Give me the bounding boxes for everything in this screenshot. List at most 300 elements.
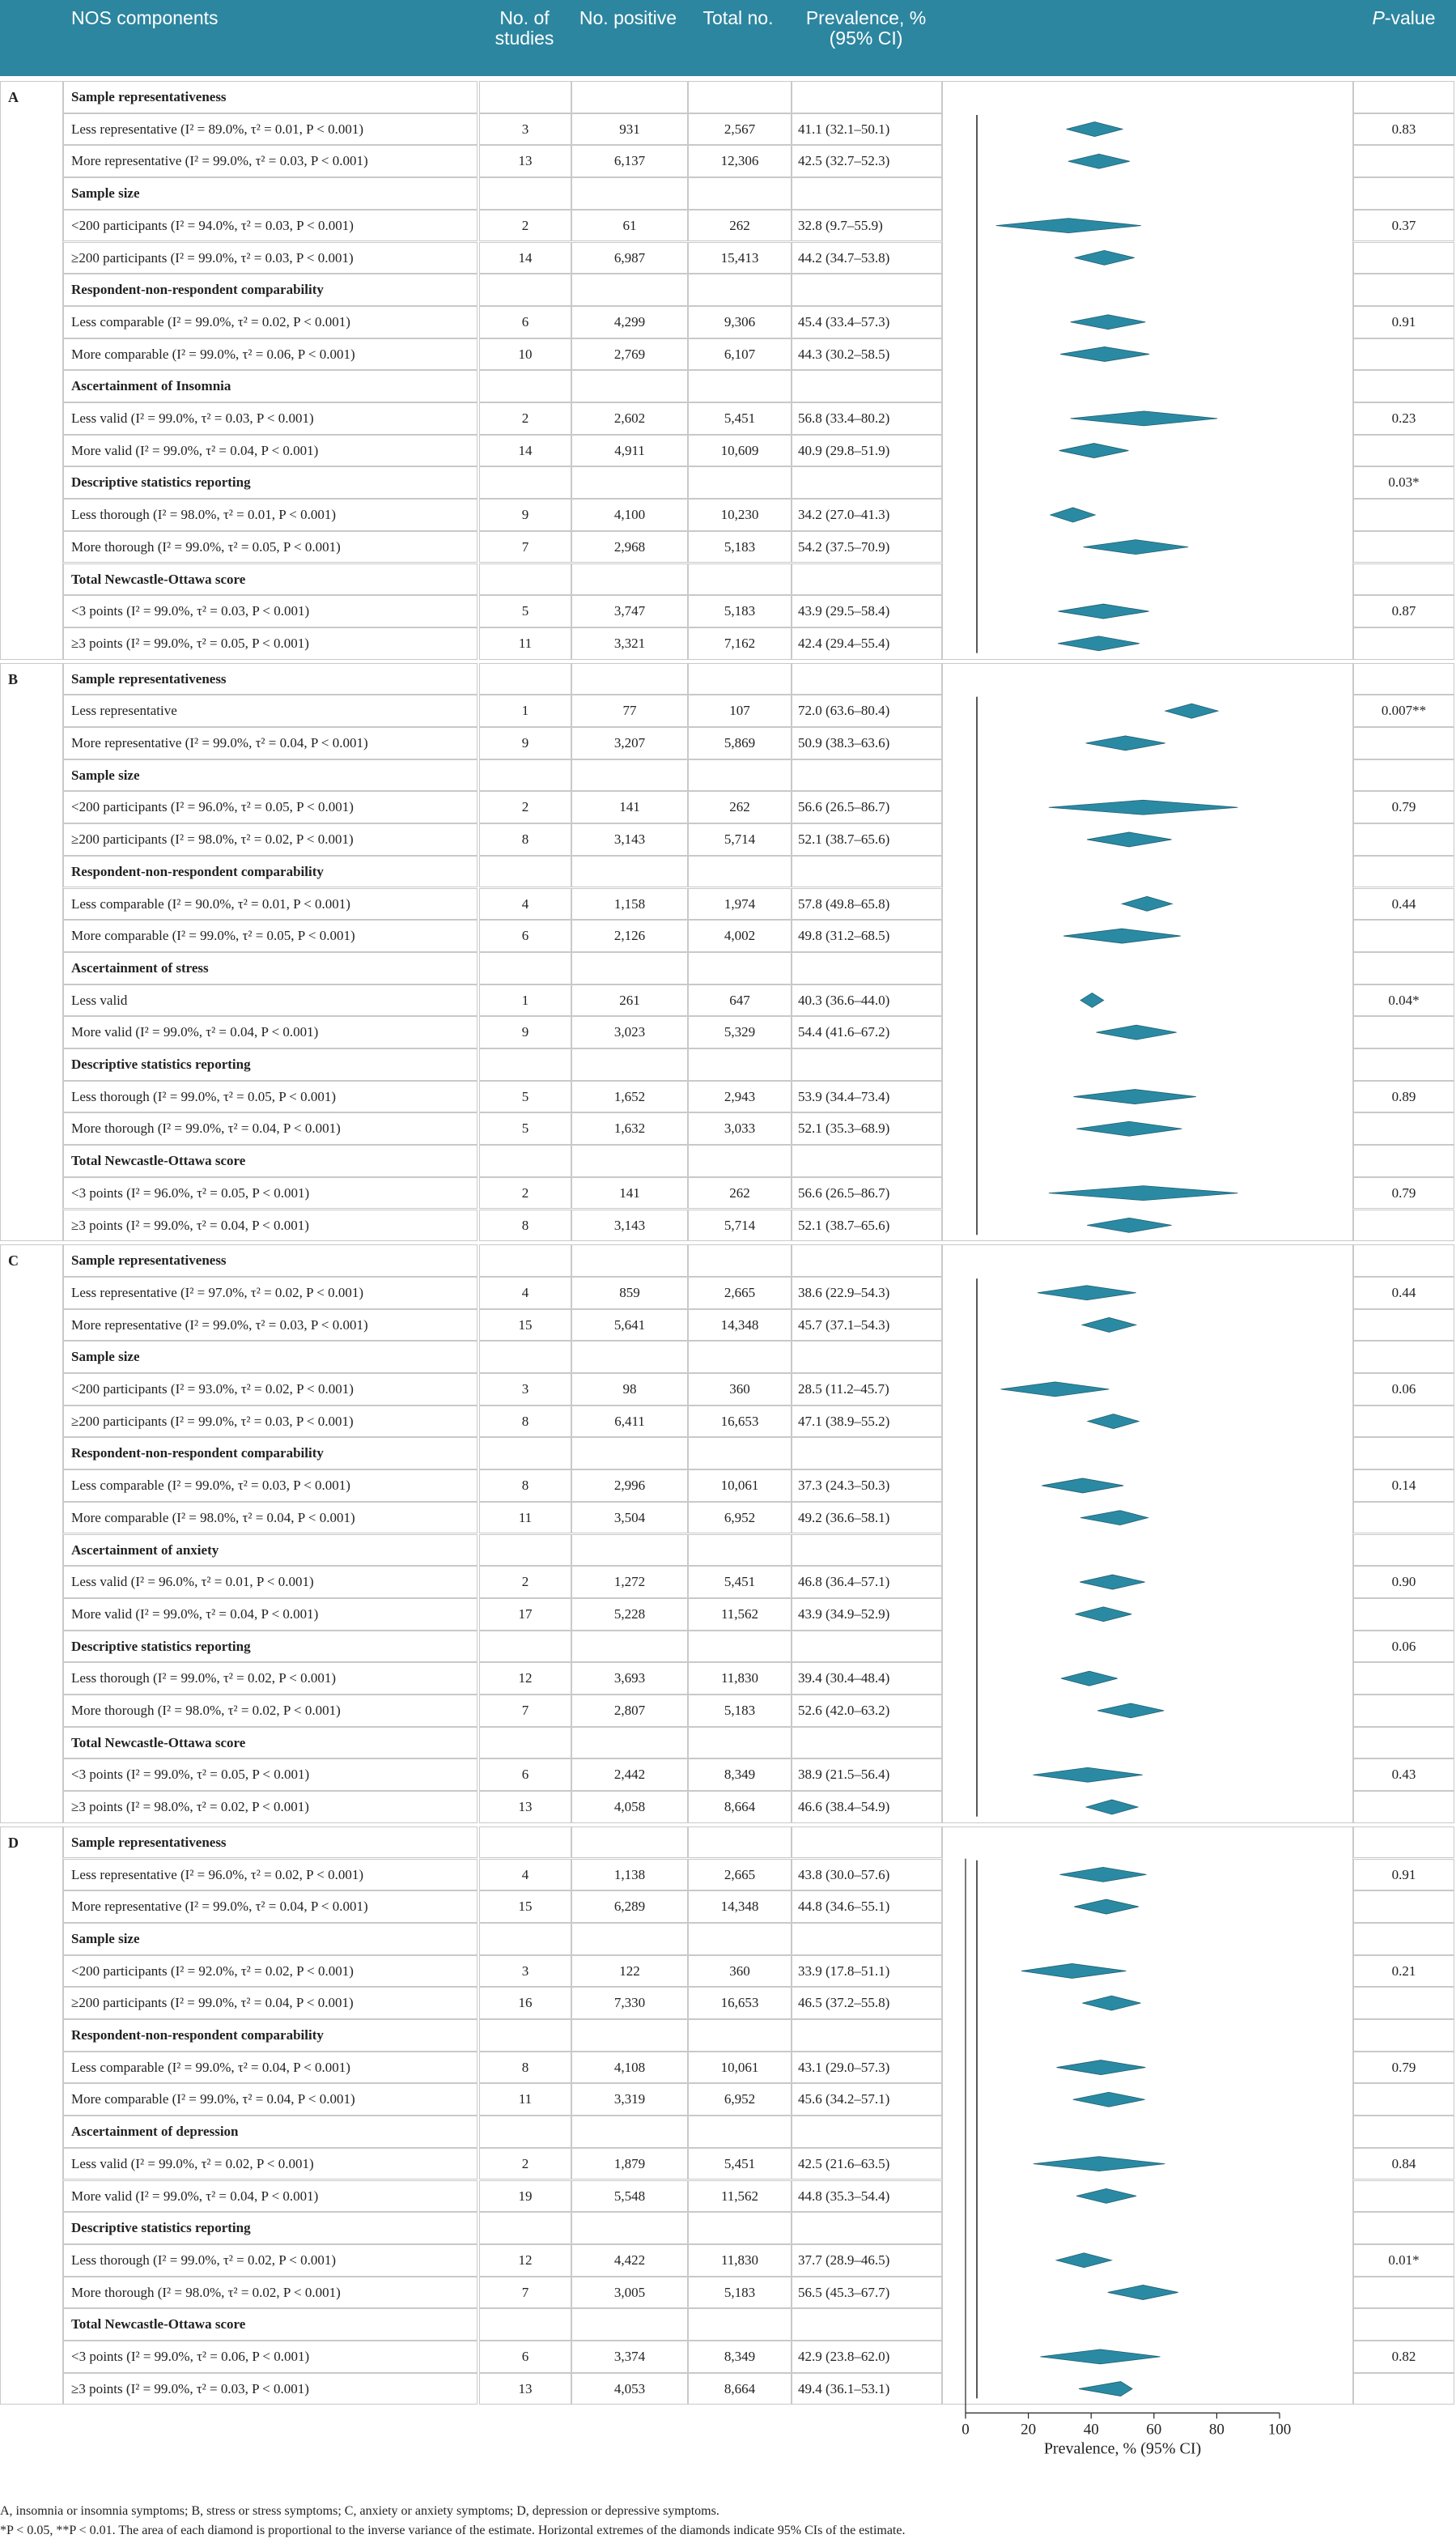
positive-value: 6,137 bbox=[613, 153, 646, 169]
estimate-diamond bbox=[1079, 2382, 1132, 2396]
x-tick-label: 100 bbox=[1267, 2421, 1292, 2439]
row-label-text: ≥3 points bbox=[71, 2380, 123, 2396]
row-pvalue: 0.89 bbox=[1391, 1088, 1416, 1104]
row-heterogeneity-stats: (I² = 96.0%, τ² = 0.01, P < 0.001) bbox=[130, 1574, 314, 1590]
row-heterogeneity-stats: (I² = 98.0%, τ² = 0.02, P < 0.001) bbox=[170, 831, 354, 848]
studies-value: 6 bbox=[521, 313, 529, 330]
positive-value: 5,228 bbox=[613, 1605, 646, 1622]
estimate-diamond bbox=[1108, 2285, 1178, 2299]
group-title: Respondent-non-respondent comparability bbox=[71, 863, 324, 879]
total-value: 5,329 bbox=[724, 1024, 756, 1040]
group-title: Respondent-non-respondent comparability bbox=[71, 2027, 324, 2043]
prevalence-value: 49.8 (31.2–68.5) bbox=[798, 928, 890, 944]
row-heterogeneity-stats: (I² = 99.0%, τ² = 0.04, P < 0.001) bbox=[135, 442, 319, 458]
prevalence-value: 49.4 (36.1–53.1) bbox=[798, 2380, 890, 2396]
studies-value: 15 bbox=[518, 1316, 533, 1333]
row-label-text: Less comparable bbox=[71, 2059, 164, 2075]
row-heterogeneity-stats: (I² = 99.0%, τ² = 0.05, P < 0.001) bbox=[126, 1767, 310, 1783]
row-pvalue: 0.01* bbox=[1388, 2252, 1420, 2268]
prevalence-value: 43.8 (30.0–57.6) bbox=[798, 1866, 890, 1882]
x-tick-label: 0 bbox=[961, 2421, 970, 2439]
prevalence-value: 47.1 (38.9–55.2) bbox=[798, 1413, 890, 1429]
estimate-diamond bbox=[1071, 315, 1146, 330]
row-heterogeneity-stats: (I² = 98.0%, τ² = 0.04, P < 0.001) bbox=[172, 1509, 355, 1525]
prevalence-value: 42.9 (23.8–62.0) bbox=[798, 2349, 890, 2364]
positive-value: 4,299 bbox=[613, 313, 646, 330]
row-heterogeneity-stats: (I² = 99.0%, τ² = 0.04, P < 0.001) bbox=[167, 2059, 350, 2075]
positive-value: 1,158 bbox=[613, 895, 646, 912]
prevalence-value: 52.1 (38.7–65.6) bbox=[798, 831, 890, 848]
group-title: Descriptive statistics reporting bbox=[71, 474, 251, 491]
row-label-text: <200 participants bbox=[71, 799, 168, 815]
studies-value: 2 bbox=[521, 1574, 529, 1590]
prevalence-value: 56.8 (33.4–80.2) bbox=[798, 410, 890, 426]
positive-value: 4,422 bbox=[613, 2252, 646, 2268]
group-title: Respondent-non-respondent comparability bbox=[71, 1445, 324, 1461]
studies-value: 13 bbox=[518, 2380, 533, 2396]
row-label-text: Less comparable bbox=[71, 895, 164, 912]
x-tick-label: 60 bbox=[1146, 2421, 1162, 2439]
studies-value: 9 bbox=[521, 1024, 529, 1040]
total-value: 15,413 bbox=[720, 249, 759, 266]
row-label-text: <3 points bbox=[71, 603, 123, 619]
row-pvalue: 0.84 bbox=[1391, 2155, 1416, 2171]
studies-value: 7 bbox=[521, 2284, 529, 2300]
studies-value: 8 bbox=[521, 1478, 529, 1494]
group-title: Descriptive statistics reporting bbox=[71, 1638, 251, 1654]
group-title: Total Newcastle-Ottawa score bbox=[71, 2316, 246, 2333]
row-heterogeneity-stats: (I² = 98.0%, τ² = 0.02, P < 0.001) bbox=[157, 1703, 341, 1718]
studies-value: 11 bbox=[518, 1509, 533, 1525]
estimate-diamond bbox=[1034, 2157, 1165, 2171]
studies-value: 5 bbox=[521, 1121, 529, 1137]
estimate-diamond bbox=[1042, 1478, 1123, 1493]
studies-value: 14 bbox=[518, 249, 533, 266]
row-heterogeneity-stats: (I² = 99.0%, τ² = 0.03, P < 0.001) bbox=[170, 1413, 354, 1429]
studies-value: 5 bbox=[521, 1088, 529, 1104]
studies-value: 6 bbox=[521, 2349, 529, 2364]
prevalence-value: 41.1 (32.1–50.1) bbox=[798, 121, 890, 137]
prevalence-value: 28.5 (11.2–45.7) bbox=[798, 1381, 889, 1397]
positive-value: 6,289 bbox=[613, 1899, 646, 1915]
row-heterogeneity-stats: (I² = 99.0%, τ² = 0.04, P < 0.001) bbox=[172, 2091, 355, 2107]
row-label-text: Less representative bbox=[71, 121, 177, 137]
row-label-text: More comparable bbox=[71, 2091, 169, 2107]
positive-value: 2,602 bbox=[613, 410, 646, 426]
studies-value: 3 bbox=[521, 1381, 529, 1397]
row-label-text: Less representative bbox=[71, 703, 177, 719]
row-pvalue: 0.37 bbox=[1391, 217, 1416, 233]
estimate-diamond bbox=[1076, 2188, 1136, 2203]
header-components: NOS components bbox=[71, 7, 219, 28]
prevalence-value: 38.9 (21.5–56.4) bbox=[798, 1767, 890, 1783]
total-value: 5,451 bbox=[724, 1574, 756, 1590]
positive-value: 2,996 bbox=[613, 1478, 646, 1494]
total-value: 1,974 bbox=[724, 895, 756, 912]
total-value: 6,952 bbox=[724, 2091, 756, 2107]
row-heterogeneity-stats: (I² = 99.0%, τ² = 0.04, P < 0.001) bbox=[135, 2188, 319, 2204]
row-label-text: ≥3 points bbox=[71, 1799, 123, 1815]
row-heterogeneity-stats: (I² = 97.0%, τ² = 0.02, P < 0.001) bbox=[180, 1284, 364, 1300]
row-label-text: Less valid bbox=[71, 410, 128, 426]
prevalence-value: 46.8 (36.4–57.1) bbox=[798, 1574, 890, 1590]
row-pvalue: 0.91 bbox=[1391, 313, 1416, 330]
row-label-text: More representative bbox=[71, 153, 182, 169]
estimate-diamond bbox=[1075, 250, 1135, 265]
row-heterogeneity-stats: (I² = 96.0%, τ² = 0.05, P < 0.001) bbox=[170, 799, 354, 815]
group-pvalue: 0.03* bbox=[1388, 474, 1420, 491]
header-prevalence: Prevalence, % (95% CI) bbox=[805, 7, 927, 49]
group-title: Descriptive statistics reporting bbox=[71, 2220, 251, 2236]
row-heterogeneity-stats: (I² = 99.0%, τ² = 0.03, P < 0.001) bbox=[167, 1478, 350, 1494]
row-label-text: <3 points bbox=[71, 1184, 123, 1201]
estimate-diamond bbox=[1071, 411, 1218, 426]
group-title: Ascertainment of depression bbox=[71, 2124, 239, 2140]
group-title: Sample representativeness bbox=[71, 670, 227, 687]
x-axis-label: Prevalence, % (95% CI) bbox=[1043, 2439, 1202, 2458]
studies-value: 12 bbox=[518, 1670, 533, 1686]
total-value: 14,348 bbox=[720, 1316, 759, 1333]
studies-value: 11 bbox=[518, 2091, 533, 2107]
prevalence-value: 52.1 (38.7–65.6) bbox=[798, 1217, 890, 1233]
row-pvalue: 0.04* bbox=[1388, 992, 1420, 1008]
prevalence-value: 52.6 (42.0–63.2) bbox=[798, 1703, 890, 1718]
total-value: 11,562 bbox=[720, 1605, 759, 1622]
estimate-diamond bbox=[1033, 1767, 1142, 1782]
prevalence-value: 72.0 (63.6–80.4) bbox=[798, 703, 890, 719]
row-label-text: Less valid bbox=[71, 1574, 128, 1590]
total-value: 10,061 bbox=[720, 1478, 759, 1494]
studies-value: 4 bbox=[521, 895, 529, 912]
positive-value: 1,632 bbox=[613, 1121, 646, 1137]
row-heterogeneity-stats: (I² = 99.0%, τ² = 0.05, P < 0.001) bbox=[172, 928, 355, 944]
estimate-diamond bbox=[1086, 736, 1165, 751]
estimate-diamond bbox=[1082, 1996, 1140, 2010]
row-pvalue: 0.82 bbox=[1391, 2349, 1416, 2364]
row-label-text: Less valid bbox=[71, 2155, 128, 2171]
positive-value: 4,058 bbox=[613, 1799, 646, 1815]
row-pvalue: 0.44 bbox=[1391, 1284, 1416, 1300]
estimate-diamond bbox=[1057, 2060, 1146, 2075]
row-label-text: More representative bbox=[71, 1316, 182, 1333]
positive-value: 141 bbox=[619, 799, 640, 815]
studies-value: 3 bbox=[521, 121, 529, 137]
row-label-text: Less comparable bbox=[71, 1478, 164, 1494]
positive-value: 7,330 bbox=[613, 1995, 646, 2011]
row-pvalue: 0.14 bbox=[1391, 1478, 1416, 1494]
positive-value: 3,023 bbox=[613, 1024, 646, 1040]
total-value: 5,451 bbox=[724, 2155, 756, 2171]
studies-value: 17 bbox=[518, 1605, 533, 1622]
studies-value: 8 bbox=[521, 2059, 529, 2075]
row-pvalue: 0.06 bbox=[1391, 1381, 1416, 1397]
estimate-diamond bbox=[1082, 1317, 1136, 1332]
estimate-diamond bbox=[1087, 832, 1171, 847]
positive-value: 3,319 bbox=[613, 2091, 646, 2107]
positive-value: 3,207 bbox=[613, 735, 646, 751]
row-heterogeneity-stats: (I² = 99.0%, τ² = 0.05, P < 0.001) bbox=[157, 538, 341, 555]
prevalence-value: 37.3 (24.3–50.3) bbox=[798, 1478, 890, 1494]
total-value: 5,183 bbox=[724, 2284, 756, 2300]
total-value: 5,451 bbox=[724, 410, 756, 426]
positive-value: 859 bbox=[619, 1284, 640, 1300]
total-value: 262 bbox=[729, 1184, 750, 1201]
row-label-text: ≥3 points bbox=[71, 1217, 123, 1233]
total-value: 360 bbox=[729, 1381, 750, 1397]
estimate-diamond bbox=[1060, 347, 1149, 361]
total-value: 5,714 bbox=[724, 1217, 756, 1233]
prevalence-value: 56.5 (45.3–67.7) bbox=[798, 2284, 890, 2300]
x-tick-label: 40 bbox=[1083, 2421, 1099, 2439]
row-pvalue: 0.007** bbox=[1381, 703, 1427, 719]
row-pvalue: 0.23 bbox=[1391, 410, 1416, 426]
group-title: Respondent-non-respondent comparability bbox=[71, 282, 324, 298]
estimate-diamond bbox=[1051, 508, 1095, 522]
estimate-diamond bbox=[1122, 896, 1172, 911]
positive-value: 4,053 bbox=[613, 2380, 646, 2396]
prevalence-value: 44.2 (34.7–53.8) bbox=[798, 249, 890, 266]
row-heterogeneity-stats: (I² = 99.0%, τ² = 0.03, P < 0.001) bbox=[125, 2380, 309, 2396]
prevalence-value: 49.2 (36.6–58.1) bbox=[798, 1509, 890, 1525]
row-label-text: Less thorough bbox=[71, 2252, 150, 2268]
positive-value: 2,126 bbox=[613, 928, 646, 944]
group-pvalue: 0.06 bbox=[1391, 1638, 1416, 1654]
row-heterogeneity-stats: (I² = 96.0%, τ² = 0.05, P < 0.001) bbox=[126, 1184, 310, 1201]
studies-value: 13 bbox=[518, 153, 533, 169]
row-label-text: More comparable bbox=[71, 928, 169, 944]
studies-value: 2 bbox=[521, 1184, 529, 1201]
positive-value: 2,968 bbox=[613, 538, 646, 555]
header-pvalue-rest: -value bbox=[1384, 7, 1436, 28]
prevalence-value: 45.6 (34.2–57.1) bbox=[798, 2091, 890, 2107]
row-label-text: Less thorough bbox=[71, 507, 150, 523]
row-pvalue: 0.91 bbox=[1391, 1866, 1416, 1882]
group-title: Ascertainment of anxiety bbox=[71, 1542, 219, 1558]
total-value: 647 bbox=[729, 992, 750, 1008]
prevalence-value: 45.4 (33.4–57.3) bbox=[798, 313, 890, 330]
estimate-diamond bbox=[1076, 1121, 1182, 1136]
row-heterogeneity-stats: (I² = 99.0%, τ² = 0.03, P < 0.001) bbox=[126, 603, 310, 619]
row-label-text: Less representative bbox=[71, 1866, 177, 1882]
footnote-abbreviations: A, insomnia or insomnia symptoms; B, stress or stress symptoms; C, anxiety or anxiety symptoms; D, depression or depressive symptoms. bbox=[0, 2504, 720, 2518]
prevalence-value: 45.7 (37.1–54.3) bbox=[798, 1316, 890, 1333]
prevalence-value: 46.6 (38.4–54.9) bbox=[798, 1799, 890, 1815]
row-heterogeneity-stats: (I² = 99.0%, τ² = 0.03, P < 0.001) bbox=[130, 410, 314, 426]
row-label-text: ≥200 participants bbox=[71, 1995, 168, 2011]
group-title: Sample representativeness bbox=[71, 1834, 227, 1850]
estimate-diamond bbox=[1059, 444, 1129, 458]
row-label-text: More thorough bbox=[71, 1703, 155, 1718]
prevalence-value: 43.9 (34.9–52.9) bbox=[798, 1605, 890, 1622]
studies-value: 10 bbox=[518, 346, 533, 362]
row-heterogeneity-stats: (I² = 99.0%, τ² = 0.02, P < 0.001) bbox=[153, 1670, 337, 1686]
header-pvalue-italic: P bbox=[1372, 7, 1385, 28]
positive-value: 1,138 bbox=[613, 1866, 646, 1882]
row-label-text: <200 participants bbox=[71, 1963, 168, 1979]
estimate-diamond bbox=[1000, 1382, 1109, 1397]
studies-value: 2 bbox=[521, 217, 529, 233]
row-heterogeneity-stats: (I² = 99.0%, τ² = 0.02, P < 0.001) bbox=[167, 313, 350, 330]
estimate-diamond bbox=[1074, 1899, 1139, 1914]
row-label-text: <3 points bbox=[71, 2349, 123, 2364]
row-pvalue: 0.83 bbox=[1391, 121, 1416, 137]
group-title: Total Newcastle-Ottawa score bbox=[71, 1734, 246, 1750]
positive-value: 1,652 bbox=[613, 1088, 646, 1104]
prevalence-value: 54.4 (41.6–67.2) bbox=[798, 1024, 890, 1040]
row-heterogeneity-stats: (I² = 99.0%, τ² = 0.04, P < 0.001) bbox=[185, 735, 368, 751]
panel-letter: A bbox=[8, 89, 19, 105]
row-label-text: More valid bbox=[71, 2188, 133, 2204]
group-title: Sample size bbox=[71, 185, 140, 202]
row-label-text: More comparable bbox=[71, 1509, 169, 1525]
row-label-text: More valid bbox=[71, 442, 133, 458]
estimate-diamond bbox=[1038, 1286, 1136, 1300]
row-pvalue: 0.79 bbox=[1391, 2059, 1416, 2075]
total-value: 262 bbox=[729, 217, 750, 233]
estimate-diamond bbox=[1068, 154, 1130, 168]
studies-value: 12 bbox=[518, 2252, 533, 2268]
row-pvalue: 0.79 bbox=[1391, 799, 1416, 815]
estimate-diamond bbox=[1040, 2350, 1160, 2364]
prevalence-value: 44.3 (30.2–58.5) bbox=[798, 346, 890, 362]
group-title: Sample size bbox=[71, 767, 140, 783]
row-heterogeneity-stats: (I² = 99.0%, τ² = 0.02, P < 0.001) bbox=[130, 2155, 314, 2171]
prevalence-value: 42.5 (32.7–52.3) bbox=[798, 153, 890, 169]
estimate-diamond bbox=[1086, 1800, 1138, 1814]
positive-value: 931 bbox=[619, 121, 640, 137]
positive-value: 3,374 bbox=[613, 2349, 646, 2364]
row-label-text: Less valid bbox=[71, 992, 128, 1008]
row-heterogeneity-stats: (I² = 99.0%, τ² = 0.03, P < 0.001) bbox=[170, 249, 354, 266]
studies-value: 2 bbox=[521, 410, 529, 426]
studies-value: 6 bbox=[521, 928, 529, 944]
positive-value: 122 bbox=[619, 1963, 640, 1979]
total-value: 2,665 bbox=[724, 1284, 756, 1300]
row-heterogeneity-stats: (I² = 99.0%, τ² = 0.04, P < 0.001) bbox=[157, 1121, 341, 1137]
row-heterogeneity-stats: (I² = 92.0%, τ² = 0.02, P < 0.001) bbox=[170, 1963, 354, 1979]
total-value: 360 bbox=[729, 1963, 750, 1979]
row-label-text: More comparable bbox=[71, 346, 169, 362]
row-heterogeneity-stats: (I² = 99.0%, τ² = 0.05, P < 0.001) bbox=[153, 1088, 337, 1104]
estimate-diamond bbox=[1056, 2253, 1111, 2268]
estimate-diamond bbox=[1097, 1703, 1164, 1718]
row-heterogeneity-stats: (I² = 99.0%, τ² = 0.05, P < 0.001) bbox=[125, 635, 309, 651]
studies-value: 11 bbox=[518, 635, 533, 651]
estimate-diamond bbox=[1073, 1090, 1195, 1104]
row-heterogeneity-stats: (I² = 94.0%, τ² = 0.03, P < 0.001) bbox=[170, 217, 354, 233]
positive-value: 98 bbox=[622, 1381, 637, 1397]
row-label-text: ≥200 participants bbox=[71, 831, 168, 848]
prevalence-value: 54.2 (37.5–70.9) bbox=[798, 538, 890, 555]
studies-value: 7 bbox=[521, 538, 529, 555]
row-heterogeneity-stats: (I² = 98.0%, τ² = 0.02, P < 0.001) bbox=[157, 2284, 341, 2300]
prevalence-value: 44.8 (35.3–54.4) bbox=[798, 2188, 890, 2204]
row-heterogeneity-stats: (I² = 99.0%, τ² = 0.06, P < 0.001) bbox=[126, 2349, 310, 2364]
positive-value: 4,911 bbox=[614, 442, 645, 458]
row-label-text: More thorough bbox=[71, 1121, 155, 1137]
row-label-text: ≥200 participants bbox=[71, 249, 168, 266]
row-pvalue: 0.43 bbox=[1391, 1767, 1416, 1783]
prevalence-value: 38.6 (22.9–54.3) bbox=[798, 1284, 890, 1300]
prevalence-value: 33.9 (17.8–51.1) bbox=[798, 1963, 890, 1979]
prevalence-value: 43.1 (29.0–57.3) bbox=[798, 2059, 890, 2075]
row-pvalue: 0.79 bbox=[1391, 1184, 1416, 1201]
total-value: 10,609 bbox=[720, 442, 759, 458]
footnote-significance: *P < 0.05, **P < 0.01. The area of each diamond is proportional to the inverse variance of the estimate. Horizontal extremes of the diamonds indicate 95% CIs of the estimate. bbox=[0, 2524, 906, 2537]
total-value: 3,033 bbox=[724, 1121, 756, 1137]
total-value: 5,183 bbox=[724, 1703, 756, 1718]
row-label-text: Less thorough bbox=[71, 1088, 150, 1104]
total-value: 5,714 bbox=[724, 831, 756, 848]
positive-value: 5,641 bbox=[613, 1316, 646, 1333]
header-total: Total no. bbox=[703, 7, 774, 28]
studies-value: 4 bbox=[521, 1866, 529, 1882]
prevalence-value: 50.9 (38.3–63.6) bbox=[798, 735, 890, 751]
row-label-text: <200 participants bbox=[71, 217, 168, 233]
positive-value: 3,143 bbox=[613, 831, 646, 848]
positive-value: 1,879 bbox=[613, 2155, 646, 2171]
estimate-diamond bbox=[1058, 636, 1140, 651]
row-label-text: <3 points bbox=[71, 1767, 123, 1783]
row-label-text: <200 participants bbox=[71, 1381, 168, 1397]
studies-value: 7 bbox=[521, 1703, 529, 1718]
prevalence-value: 53.9 (34.4–73.4) bbox=[798, 1088, 890, 1104]
prevalence-value: 40.9 (29.8–51.9) bbox=[798, 442, 890, 458]
total-value: 8,664 bbox=[724, 1799, 756, 1815]
row-heterogeneity-stats: (I² = 99.0%, τ² = 0.04, P < 0.001) bbox=[170, 1995, 354, 2011]
row-heterogeneity-stats: (I² = 99.0%, τ² = 0.03, P < 0.001) bbox=[185, 153, 368, 169]
studies-value: 9 bbox=[521, 735, 529, 751]
estimate-diamond bbox=[1063, 929, 1181, 943]
prevalence-value: 43.9 (29.5–58.4) bbox=[798, 603, 890, 619]
total-value: 5,869 bbox=[724, 735, 756, 751]
positive-value: 77 bbox=[622, 703, 637, 719]
estimate-diamond bbox=[1058, 604, 1148, 619]
row-heterogeneity-stats: (I² = 99.0%, τ² = 0.03, P < 0.001) bbox=[185, 1316, 368, 1333]
total-value: 2,943 bbox=[724, 1088, 756, 1104]
estimate-diamond bbox=[1067, 122, 1123, 137]
estimate-diamond bbox=[1080, 1575, 1144, 1589]
total-value: 7,162 bbox=[724, 635, 756, 651]
positive-value: 261 bbox=[619, 992, 640, 1008]
studies-value: 15 bbox=[518, 1899, 533, 1915]
prevalence-value: 37.7 (28.9–46.5) bbox=[798, 2252, 890, 2268]
positive-value: 61 bbox=[622, 217, 637, 233]
estimate-diamond bbox=[1165, 704, 1218, 718]
x-tick-label: 20 bbox=[1021, 2421, 1037, 2439]
total-value: 10,230 bbox=[720, 507, 759, 523]
group-title: Ascertainment of stress bbox=[71, 959, 209, 976]
total-value: 262 bbox=[729, 799, 750, 815]
total-value: 4,002 bbox=[724, 928, 756, 944]
positive-value: 141 bbox=[619, 1184, 640, 1201]
row-heterogeneity-stats: (I² = 93.0%, τ² = 0.02, P < 0.001) bbox=[170, 1381, 354, 1397]
prevalence-value: 56.6 (26.5–86.7) bbox=[798, 1184, 890, 1201]
prevalence-value: 42.5 (21.6–63.5) bbox=[798, 2155, 890, 2171]
positive-value: 3,693 bbox=[613, 1670, 646, 1686]
row-label-text: More valid bbox=[71, 1024, 133, 1040]
estimate-diamond bbox=[1080, 1511, 1148, 1525]
total-value: 11,830 bbox=[720, 1670, 759, 1686]
studies-value: 14 bbox=[518, 442, 533, 458]
prevalence-value: 56.6 (26.5–86.7) bbox=[798, 799, 890, 815]
total-value: 5,183 bbox=[724, 603, 756, 619]
positive-value: 6,411 bbox=[614, 1413, 645, 1429]
row-heterogeneity-stats: (I² = 90.0%, τ² = 0.01, P < 0.001) bbox=[167, 895, 350, 912]
prevalence-value: 34.2 (27.0–41.3) bbox=[798, 507, 890, 523]
prevalence-value: 44.8 (34.6–55.1) bbox=[798, 1899, 890, 1915]
row-heterogeneity-stats: (I² = 98.0%, τ² = 0.02, P < 0.001) bbox=[125, 1799, 309, 1815]
